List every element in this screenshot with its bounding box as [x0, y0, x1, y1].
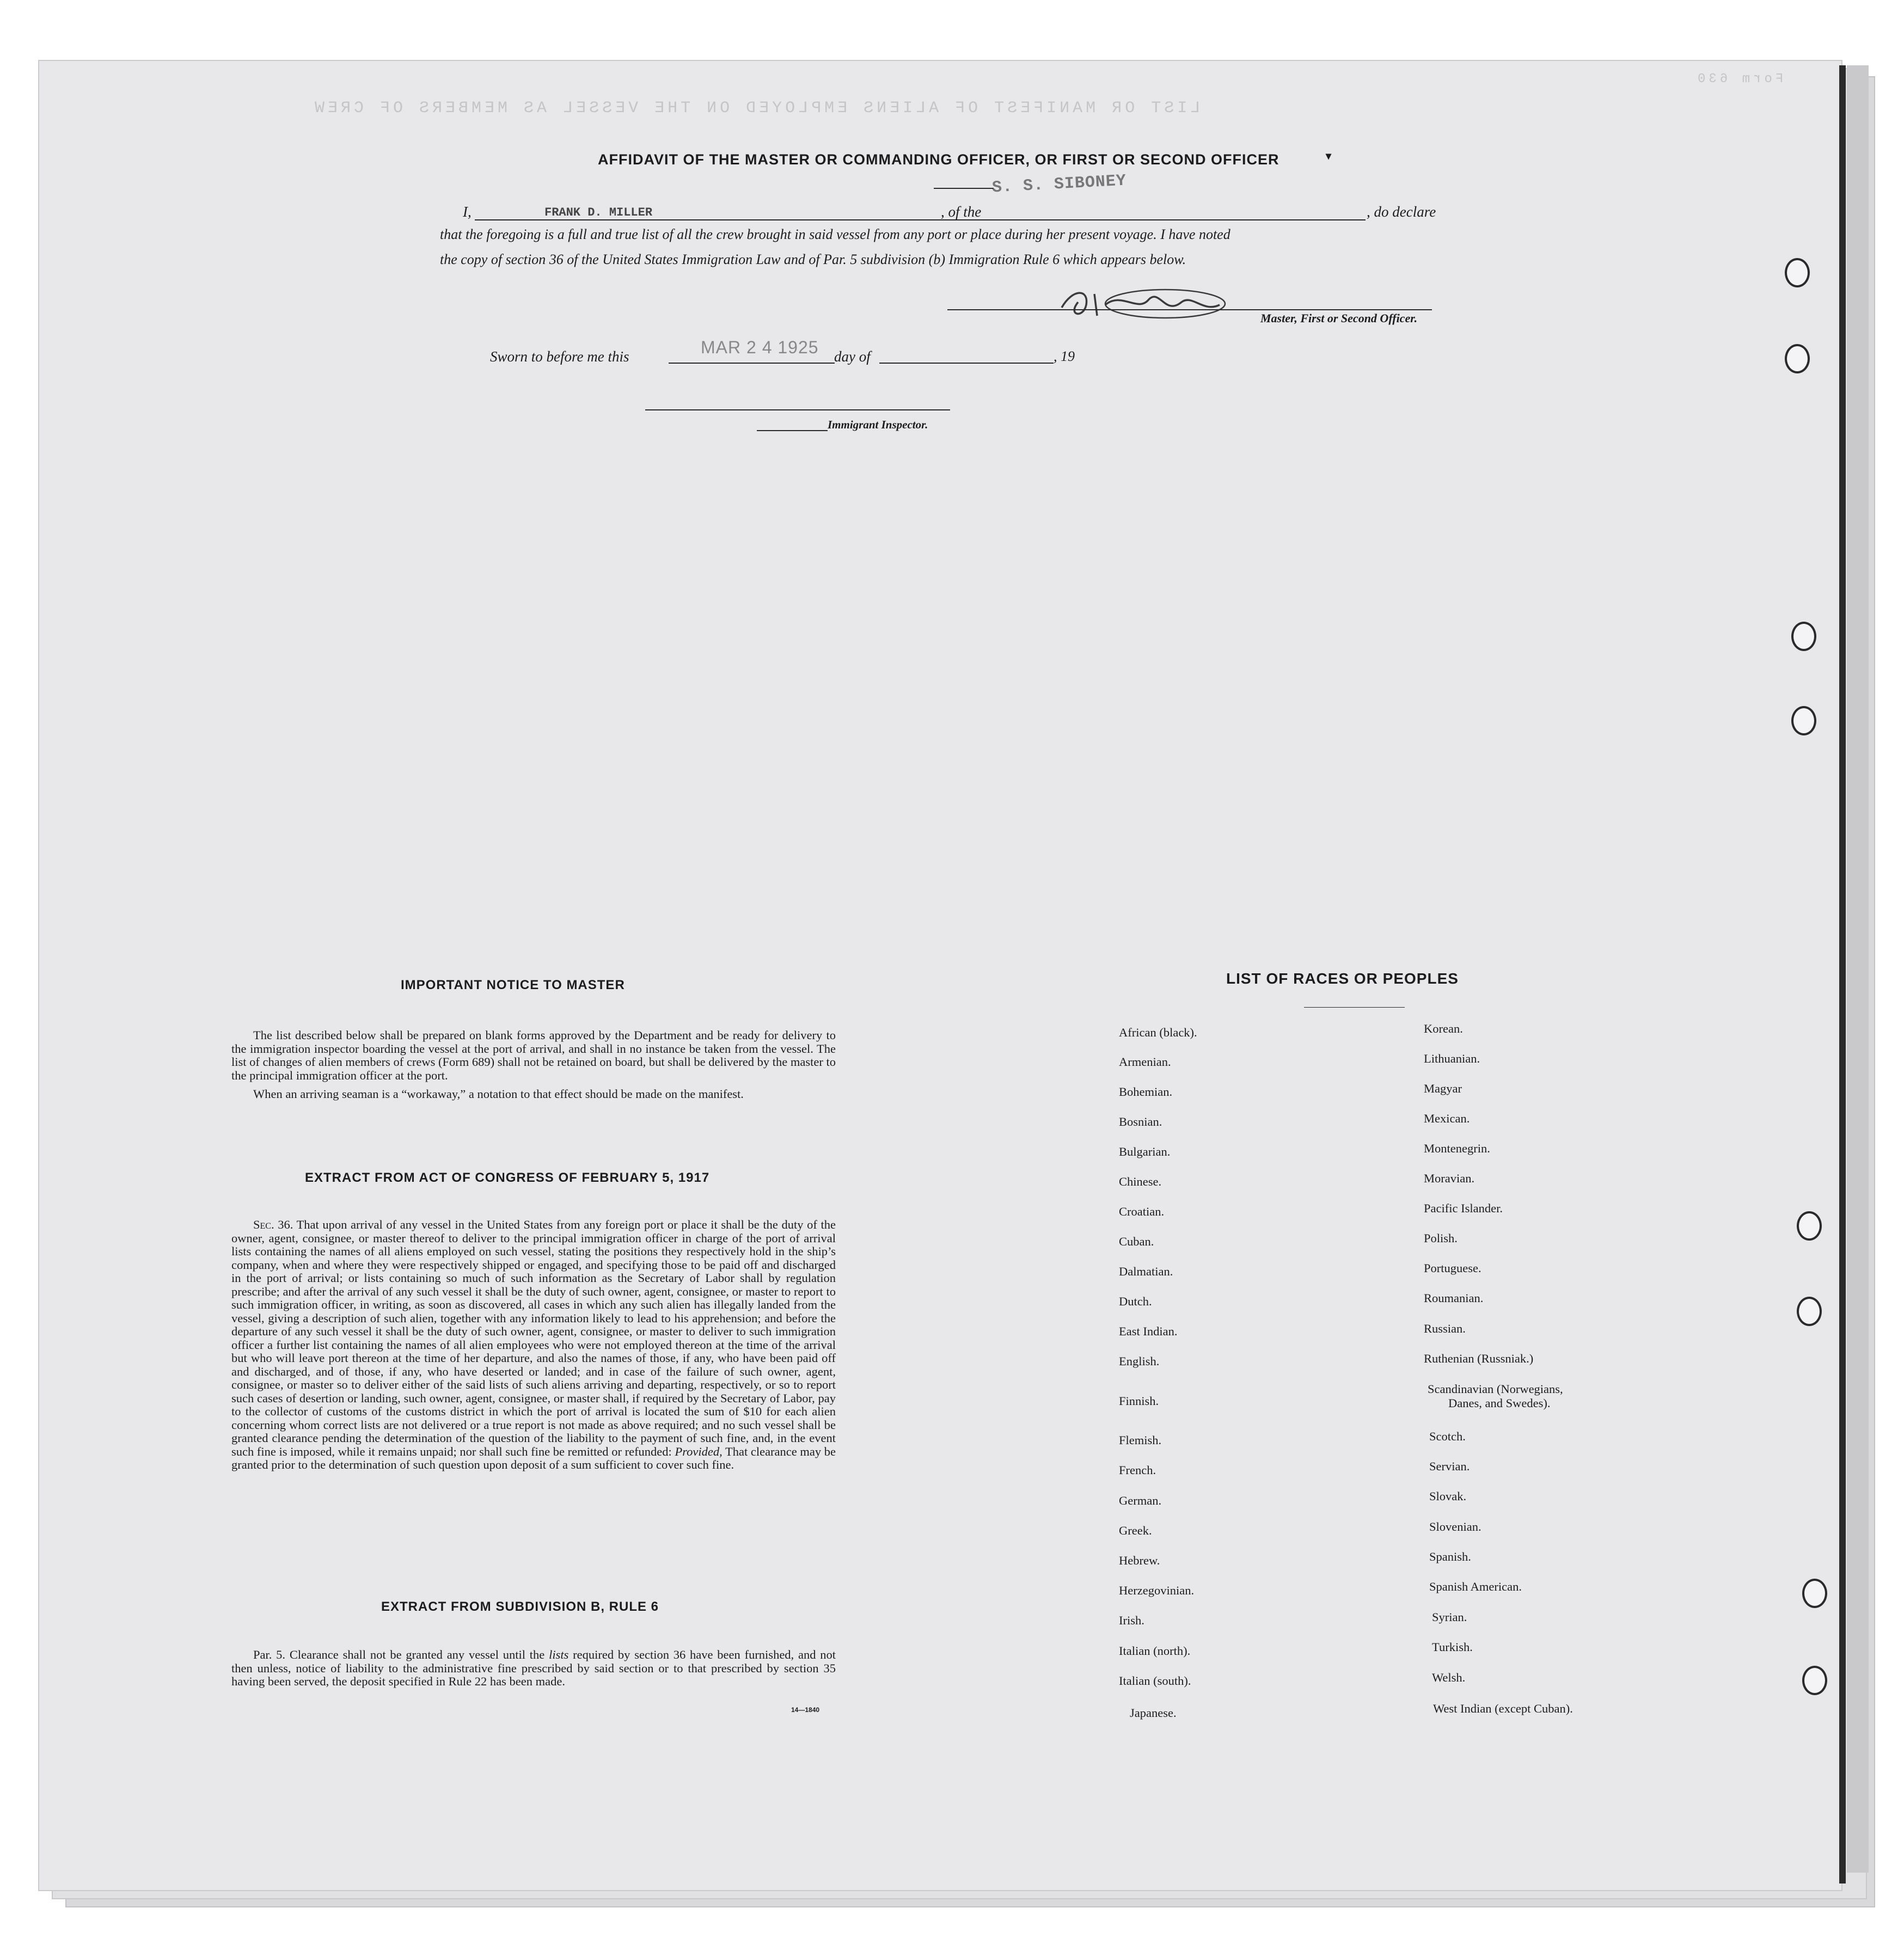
notice-title: IMPORTANT NOTICE TO MASTER [401, 978, 625, 992]
section-36-text-end: That clearance may be granted prior to the determination of such question upon deposit of a sum sufficient to cover such fine. [231, 1444, 836, 1471]
notice-paragraph-1: The list described below shall be prepared on blank forms approved by the Department and be ready for delivery to the immigration inspector boarding the vessel at the port of arrival, and shall in no instance be taken from the vessel. The list of changes of alien members of crews (Form 689) shall not be retained on board, but shall be delivered by the master to the principal immigration officer at the port. [231, 1028, 836, 1082]
punch-hole-8 [1802, 1666, 1827, 1695]
affidavit-line-2: that the foregoing is a full and true list of all the crew brought in said vessel from any port or place during her present voyage. I have noted [440, 226, 1230, 242]
race-right-item: Danes, and Swedes). [1448, 1396, 1551, 1410]
race-left-item: Bulgarian. [1119, 1145, 1171, 1158]
race-right-item: Scandinavian (Norwegians, [1428, 1382, 1563, 1396]
sworn-date-stamp: MAR 2 4 1925 [701, 338, 819, 357]
year-prefix: , 19 [1054, 348, 1075, 364]
race-right-item: Portuguese. [1424, 1261, 1481, 1275]
name-line [475, 219, 992, 220]
race-left-item: Japanese. [1130, 1706, 1177, 1720]
page-edge-shadow [1839, 65, 1846, 1883]
race-left-item: Greek. [1119, 1524, 1152, 1537]
race-right-item: Ruthenian (Russniak.) [1424, 1352, 1534, 1365]
race-right-item: Scotch. [1429, 1429, 1466, 1443]
sworn-date-line [669, 363, 835, 364]
provided-label: Provided, [675, 1444, 723, 1458]
rule-text-b: required by section 36 have been furnished, and not then unless, notice of liability to the administrative fine prescribed by said section or to that prescribed by section 35 having been served, the deposit specified in Rule 22 has been made. [231, 1648, 836, 1688]
race-left-item: Dutch. [1119, 1294, 1152, 1308]
race-left-item: Italian (north). [1119, 1644, 1191, 1658]
race-right-item: Magyar [1424, 1082, 1462, 1095]
do-declare-label: , do declare [1367, 204, 1436, 220]
race-left-item: Hebrew. [1119, 1554, 1160, 1567]
lists-word: lists [549, 1648, 569, 1661]
day-of-label: day of [834, 348, 871, 365]
affidavit-title: AFFIDAVIT OF THE MASTER OR COMMANDING OFFICER, OR FIRST OR SECOND OFFICER [598, 151, 1279, 168]
section-36-text: That upon arrival of any vessel in the United States from any foreign port or place it shall be the duty of the owner, agent, consignee, or master thereof to deliver to the principal immigration officer in charge of the port of arrival lists containing the names of all aliens employed on such vessel, stating the positions they respectively hold in the ship’s company, when and where they were respectively shipped or engaged, and specifying those to be paid off and discharged in the port of arrival; or lists containing so much of such information as the Secretary of Labor shall by regulation prescribe; and after the arrival of any such vessel it shall be the duty of such owner, agent, consignee, or master to report to such immigration officer, in writing, as soon as discovered, all cases in which any such alien has illegally landed from the vessel, giving a description of such alien, together with any information likely to lead to his apprehension; and before the departure of any such vessel it shall be the duty of such owner, agent, consignee, or master to deliver to such immigration officer a further list containing the names of all alien employees who were not employed thereon at the time of the arrival but who will leave port thereon at the time of her departure, and also the names of those, if any, who have been paid off and discharged, and of those, if any, who have deserted or landed; and in case of the failure of such owner, agent, consignee, or master so to deliver either of the said lists of such aliens arriving and departing, respectively, or so to report such cases of desertion or landing, such owner, agent, consignee, or master shall, if required by the Secretary of Labor, pay to the collector of customs of the customs district in which the port of arrival is located the sum of $10 for each alien concerning whom correct lists are not delivered or a true report is not made as above required; and no such vessel shall be granted clearance pending the determination of the question of the liability to the payment of such fine, and, in the event such fine is imposed, while it remains unpaid; nor shall such fine be remitted or refunded: [231, 1218, 836, 1458]
race-right-item: Spanish American. [1429, 1580, 1522, 1593]
punch-hole-6 [1797, 1297, 1822, 1326]
bleed-through-title: LIST OR MANIFEST OF ALIENS EMPLOYED ON THE VESSEL AS MEMBERS OF CREW [311, 99, 1201, 118]
race-right-item: Spanish. [1429, 1550, 1471, 1563]
race-left-item: Irish. [1119, 1613, 1144, 1627]
race-left-item: Dalmatian. [1119, 1265, 1173, 1278]
race-right-item: Lithuanian. [1424, 1052, 1480, 1065]
race-right-item: Polish. [1424, 1231, 1458, 1245]
race-left-item: African (black). [1119, 1026, 1197, 1039]
race-right-item: Montenegrin. [1424, 1142, 1490, 1155]
punch-hole-7 [1802, 1579, 1827, 1608]
races-title: LIST OF RACES OR PEOPLES [1226, 970, 1459, 987]
vessel-name: S. S. SIBONEY [991, 171, 1127, 198]
master-signature [1056, 283, 1236, 329]
race-right-item: Pacific Islander. [1424, 1201, 1503, 1215]
race-left-item: Flemish. [1119, 1433, 1162, 1447]
race-left-item: Finnish. [1119, 1394, 1159, 1408]
race-left-item: Cuban. [1119, 1235, 1154, 1248]
section-label: Sec. 36. [253, 1218, 293, 1231]
inspector-line-1 [645, 409, 950, 410]
race-right-item: West Indian (except Cuban). [1433, 1702, 1573, 1715]
race-left-item: Croatian. [1119, 1205, 1165, 1218]
check-mark: ▾ [1326, 150, 1332, 162]
punch-hole-1 [1785, 258, 1810, 287]
signature-label: Master, First or Second Officer. [1260, 311, 1418, 325]
punch-hole-3 [1791, 622, 1816, 651]
page-edge-strip [1847, 65, 1869, 1873]
race-left-item: Italian (south). [1119, 1674, 1191, 1688]
notice-paragraph-2: When an arriving seaman is a “workaway,” a notation to that effect should be made on the manifest. [253, 1087, 744, 1101]
form-code: 14—1840 [791, 1706, 820, 1714]
race-right-item: Korean. [1424, 1022, 1463, 1035]
rule-extract-title: EXTRACT FROM SUBDIVISION B, RULE 6 [381, 1599, 659, 1614]
race-right-item: Syrian. [1432, 1610, 1467, 1624]
affidavit-line-3: the copy of section 36 of the United States Immigration Law and of Par. 5 subdivision (b) Immigration Rule 6 which appears below. [440, 251, 1186, 267]
affidavit-intro: I, [463, 204, 472, 220]
race-right-item: Servian. [1429, 1459, 1470, 1473]
rule-text-a: Par. 5. Clearance shall not be granted any vessel until the [253, 1648, 545, 1661]
punch-hole-2 [1785, 344, 1810, 373]
race-left-item: German. [1119, 1494, 1162, 1507]
race-right-item: Slovenian. [1429, 1520, 1481, 1533]
inspector-line-2 [757, 430, 828, 431]
race-left-item: Herzegovinian. [1119, 1584, 1195, 1597]
race-left-item: English. [1119, 1354, 1160, 1368]
act-extract-title: EXTRACT FROM ACT OF CONGRESS OF FEBRUARY 5, 1917 [305, 1170, 710, 1185]
punch-hole-5 [1797, 1211, 1822, 1241]
race-left-item: French. [1119, 1463, 1156, 1477]
month-line [879, 363, 1054, 364]
race-right-item: Turkish. [1432, 1640, 1473, 1654]
master-name: FRANK D. MILLER [544, 206, 653, 219]
race-right-item: Mexican. [1424, 1112, 1470, 1125]
bleed-through-form-number: Form 630 [1694, 72, 1784, 87]
sworn-prefix: Sworn to before me this [490, 348, 629, 365]
race-left-item: Bohemian. [1119, 1085, 1173, 1099]
signature-line [947, 309, 1432, 310]
vessel-line [990, 219, 1366, 220]
race-right-item: Roumanian. [1424, 1291, 1484, 1305]
race-left-item: Chinese. [1119, 1175, 1162, 1188]
notice-text [231, 1029, 836, 1107]
race-right-item: Moravian. [1424, 1171, 1475, 1185]
race-right-item: Russian. [1424, 1322, 1466, 1335]
race-left-item: Bosnian. [1119, 1115, 1162, 1128]
punch-hole-4 [1791, 706, 1816, 735]
act-extract-text [231, 1218, 836, 1472]
of-the-label: , of the [941, 204, 982, 220]
race-left-item: Armenian. [1119, 1055, 1171, 1069]
race-right-item: Welsh. [1432, 1671, 1466, 1684]
inspector-label: Immigrant Inspector. [828, 418, 928, 431]
manifest-page [38, 60, 1842, 1891]
race-left-item: East Indian. [1119, 1324, 1178, 1338]
races-title-rule [1304, 1007, 1405, 1008]
title-rule [934, 188, 994, 189]
race-right-item: Slovak. [1429, 1489, 1467, 1503]
rule-extract-text [231, 1648, 836, 1689]
